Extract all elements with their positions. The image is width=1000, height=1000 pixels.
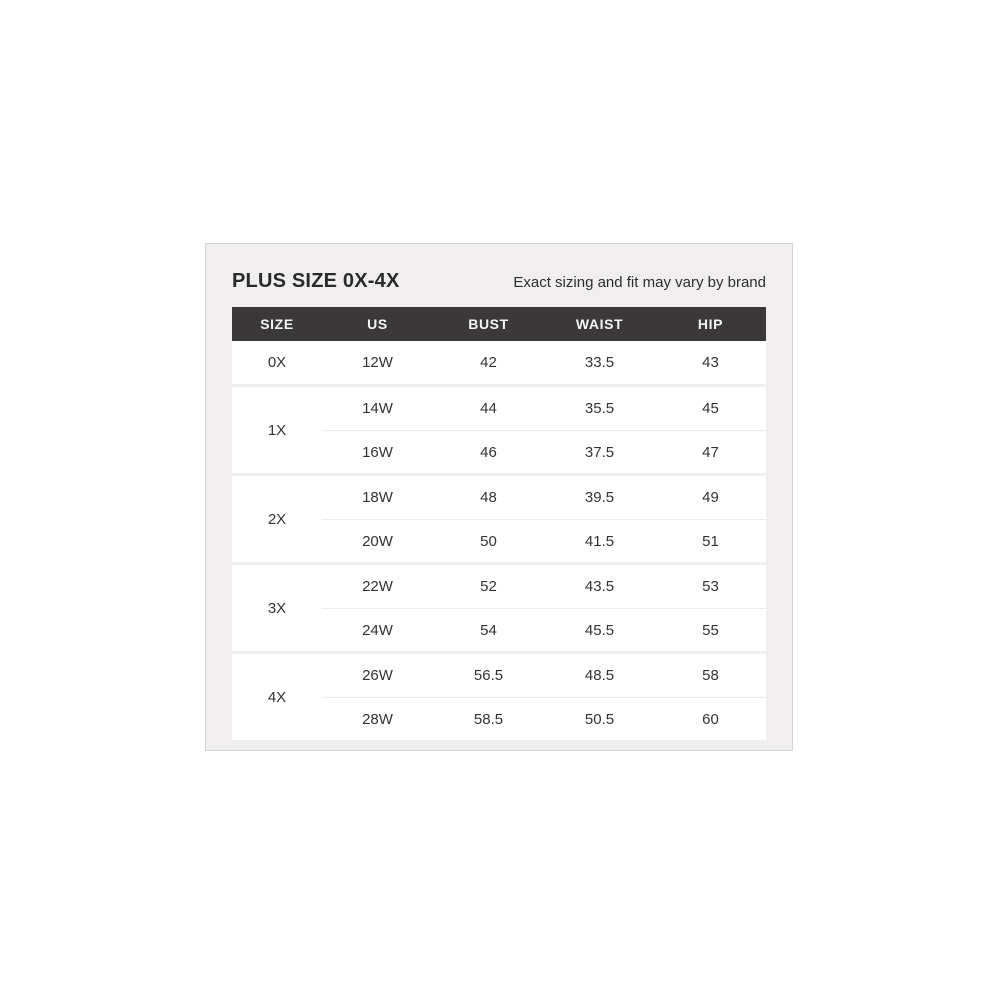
us-cell: 16W: [362, 443, 393, 461]
bust-cell: 52: [480, 578, 497, 595]
column-header-us: US: [367, 316, 388, 332]
bust-cell: 56.5: [473, 667, 504, 684]
bust-cell: 48: [480, 489, 497, 506]
group-rows: [322, 654, 766, 740]
size-group-4x: [232, 654, 766, 740]
table-row: [322, 476, 766, 519]
size-table: [232, 307, 766, 740]
size-group-0x: [232, 341, 766, 387]
table-row: [322, 341, 766, 384]
size-chart-card: [205, 243, 793, 751]
card-header: [232, 270, 766, 293]
waist-cell: 45.5: [584, 621, 615, 639]
bust-cell: 58.5: [473, 710, 504, 728]
sizing-disclaimer: Exact sizing and fit may vary by brand: [513, 274, 766, 291]
us-cell: 28W: [362, 710, 393, 728]
bust-cell: 54: [480, 621, 497, 639]
hip-cell: 49: [702, 489, 719, 506]
size-cell: 2X: [267, 510, 287, 528]
us-cell: 14W: [362, 400, 393, 417]
column-header-bust: BUST: [468, 316, 509, 332]
table-row: [322, 519, 766, 562]
group-rows: [322, 565, 766, 651]
waist-cell: 43.5: [584, 578, 615, 595]
group-rows: [322, 476, 766, 562]
waist-cell: 37.5: [584, 443, 615, 461]
table-body: [232, 341, 766, 740]
bust-cell: 44: [480, 400, 497, 417]
table-row: [322, 565, 766, 608]
table-row: [322, 654, 766, 697]
hip-cell: 51: [702, 532, 719, 550]
table-row: [322, 697, 766, 740]
hip-cell: 43: [702, 354, 719, 371]
group-rows: [322, 341, 766, 384]
hip-cell: 53: [702, 578, 719, 595]
waist-cell: 41.5: [584, 532, 615, 550]
us-cell: 18W: [362, 489, 393, 506]
waist-cell: 35.5: [584, 400, 615, 417]
table-row: [322, 387, 766, 430]
bust-cell: 46: [480, 443, 497, 461]
waist-cell: 33.5: [584, 354, 615, 371]
hip-cell: 55: [702, 621, 719, 639]
hip-cell: 60: [702, 710, 719, 728]
size-cell: 0X: [267, 354, 287, 371]
size-group-3x: [232, 565, 766, 654]
bust-cell: 42: [480, 354, 497, 371]
table-header-row: [232, 307, 766, 341]
column-header-size: SIZE: [260, 316, 294, 332]
size-group-1x: [232, 387, 766, 476]
us-cell: 24W: [362, 621, 393, 639]
bust-cell: 50: [480, 532, 497, 550]
column-header-waist: WAIST: [575, 316, 624, 332]
table-row: [322, 608, 766, 651]
waist-cell: 50.5: [584, 710, 615, 728]
us-cell: 20W: [362, 532, 393, 550]
group-rows: [322, 387, 766, 473]
size-group-2x: [232, 476, 766, 565]
us-cell: 26W: [362, 667, 393, 684]
size-cell: 3X: [267, 599, 287, 617]
waist-cell: 48.5: [584, 667, 615, 684]
column-header-hip: HIP: [697, 316, 724, 332]
us-cell: 12W: [362, 354, 393, 371]
hip-cell: 45: [702, 400, 719, 417]
hip-cell: 58: [702, 667, 719, 684]
us-cell: 22W: [362, 578, 393, 595]
waist-cell: 39.5: [584, 489, 615, 506]
size-cell: 4X: [267, 688, 287, 706]
size-cell: 1X: [267, 421, 287, 439]
hip-cell: 47: [702, 443, 719, 461]
page-title: PLUS SIZE 0X-4X: [232, 270, 400, 292]
table-row: [322, 430, 766, 473]
